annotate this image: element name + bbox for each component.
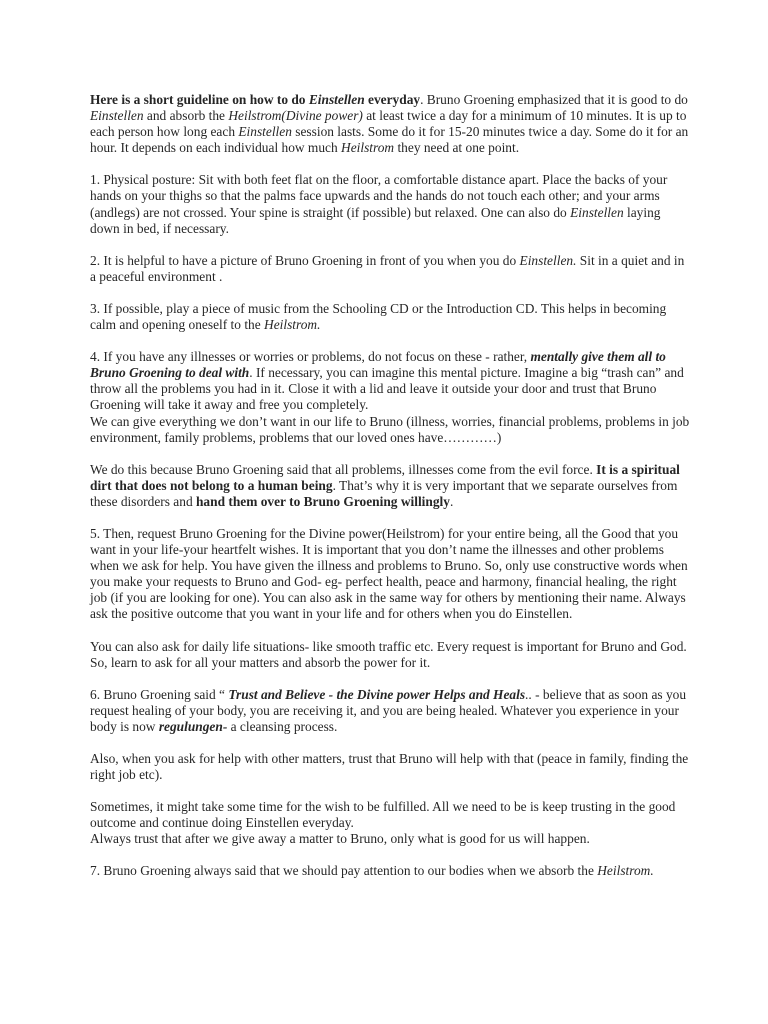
text-run: Einstellen. [519, 252, 577, 268]
text-run: Always trust that after we give away a matter to Bruno, only what is good for us will happen. [90, 831, 590, 847]
text-run: 6. Bruno Groening said “ [90, 686, 229, 702]
step-3-paragraph [90, 301, 690, 333]
text-run: . That’s why it is very important that we separate ourselves from these disorders and [90, 477, 678, 509]
text-run: Sometimes, it might take some time for the wish to be fulfilled. All we need to be is keep trusting in the good outcome and continue doing Einstellen everyday. [90, 799, 676, 831]
text-run: Heilstrom. [264, 317, 321, 333]
text-run: 5. Then, request Bruno Groening for the Divine power(Heilstrom) for your entire being, all the Good that you want in your life-your heartfelt wishes. It is important that you don’t name the illnesses and other problems when we ask for help. You have given the illness and problems to Bruno. So, only use constructive words when you make your requests to Bruno and God- eg- perfect health, peace and harmony, financial healing, the right job (if you are looking for one). You can also ask in the same way for others by mentioning their name. Always ask the positive outcome that you want in your life and for others when you do Einstellen. [90, 525, 688, 622]
step-4-paragraph [90, 349, 690, 446]
text-run: You can also ask for daily life situations- like smooth traffic etc. Every request is important for Bruno and God. So, learn to ask for all your matters and absorb the power for it. [90, 638, 687, 670]
text-run: 4. If you have any illnesses or worries or problems, do not focus on these - rather, [90, 349, 531, 365]
text-run: It is a spiritual dirt that does not belong to a human being [90, 461, 680, 493]
intro-paragraph [90, 92, 690, 156]
text-run: We do this because Bruno Groening said that all problems, illnesses come from the evil force. [90, 461, 597, 477]
text-run: at least twice a day for a minimum of 10 minutes. It is up to each person how long each [90, 108, 687, 140]
text-run: regulungen- [158, 718, 228, 734]
text-run: Sit in a quiet and in a peaceful environment . [90, 252, 685, 284]
text-run: We can give everything we don’t want in our life to Bruno (illness, worries, financial problems, problems in job environment, family problems, problems that our loved ones have…………) [90, 413, 690, 445]
daily-life-paragraph [90, 639, 690, 671]
text-run: Heilstrom. [597, 863, 654, 879]
text-run: and absorb the [143, 108, 229, 124]
text-run: Einstellen [238, 124, 292, 140]
text-run: Einstellen [90, 108, 144, 124]
step-7-paragraph [90, 863, 690, 879]
step-5-paragraph [90, 526, 690, 623]
text-run: Trust and Believe - the Divine power Helps and Heals [228, 686, 526, 702]
step-1-paragraph [90, 172, 690, 236]
text-run: laying down in bed, if necessary. [90, 204, 661, 236]
evil-force-paragraph [90, 462, 690, 510]
text-run: 3. If possible, play a piece of music from the Schooling CD or the Introduction CD. This helps in becoming calm and opening oneself to the [90, 300, 667, 333]
text-run: . Bruno Groening emphasized that it is good to do [420, 92, 688, 107]
text-run: Here is a short guideline on how to do [90, 92, 309, 107]
text-run: Heilstrom [341, 140, 395, 156]
text-run: Einstellen [570, 204, 624, 220]
other-matters-paragraph [90, 751, 690, 783]
text-run: Heilstrom(Divine power) [228, 108, 363, 124]
text-run: a cleansing process. [227, 718, 338, 734]
text-run: .. - believe that as soon as you request healing of your body, you are receiving it, and you are being healed. Whatever you experience in your body is now [90, 686, 687, 734]
text-run: . If necessary, you can imagine this mental picture. Imagine a big “trash can” and throw all the problems you had in it. Close it with a lid and leave it outside your door and trust that Bruno Groening will take it away and free you completely. [90, 365, 684, 413]
text-run: session lasts. Some do it for 15-20 minutes twice a day. Some do it for an hour. It depends on each individual how much [90, 124, 689, 156]
document-page [90, 92, 690, 896]
text-run: hand them over to Bruno Groening willingly [195, 493, 450, 509]
step-2-paragraph [90, 253, 690, 285]
text-run: . [449, 493, 454, 509]
text-run: 1. Physical posture: Sit with both feet flat on the floor, a comfortable distance apart. Place the backs of your hands on your thighs so that the palms face upwards and the hands do not touch each other; and your arms (andlegs) are not crossed. Your spine is straight (if possible) but relaxed. One can also do [90, 172, 668, 220]
text-run: Einstellen [308, 92, 365, 107]
text-run: mentally give them all to Bruno Groening to deal with [90, 349, 666, 381]
text-run: everyday [364, 92, 421, 107]
text-run: they need at one point. [394, 140, 520, 156]
text-run: 7. Bruno Groening always said that we should pay attention to our bodies when we absorb the [90, 863, 598, 879]
trust-paragraph [90, 799, 690, 847]
text-run: 2. It is helpful to have a picture of Bruno Groening in front of you when you do [90, 252, 520, 268]
text-run: Also, when you ask for help with other matters, trust that Bruno will help with that (peace in family, finding the right job etc). [90, 751, 689, 783]
step-6-paragraph [90, 687, 690, 735]
